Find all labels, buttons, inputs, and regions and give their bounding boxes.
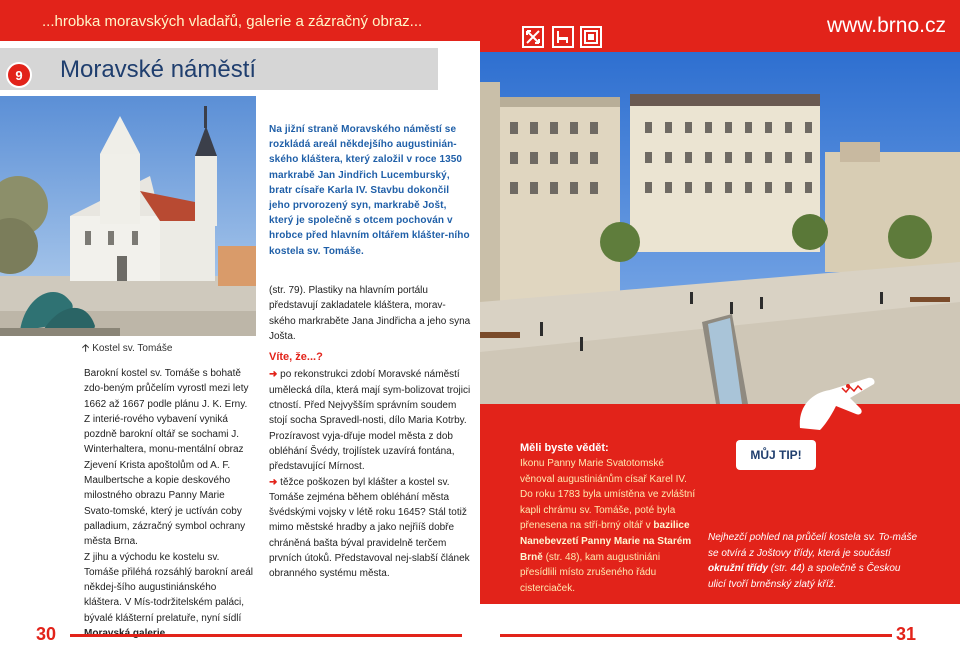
square-photo bbox=[480, 52, 960, 404]
footer bbox=[0, 614, 960, 659]
should-know-text-a: Ikonu Panny Marie Svatotomské věnoval augustiniánům císař Karel IV. Do roku 1783 byla umístěna ve zvláštní kapli chrámu sv. Tomáše, poté byla přenesena na stří-brný oltář v bbox=[520, 458, 696, 532]
site-url: www.brno.cz bbox=[826, 14, 946, 37]
should-know-text bbox=[520, 456, 698, 596]
col2-paragraph-1: (str. 79). Plastiky na hlavním portálu představují zakladatele kláštera, morav-ského markraběte Jana Jindřicha a jeho syna Jošta. bbox=[269, 285, 471, 342]
intro-paragraph: Na jižní straně Moravského náměstí se rozkládá areál někdejšího augustinián-ského kláštera, který založil v roce 1350 markrabě Jan Jindřich Lucemburský, bratr císaře Karla IV. Stavbu dokončil jeho prvorozený syn, markrabě Jošt, který je společně s otcem pochován v hrobce před hlavním oltářem klášter-ního kostela sv. Tomáše. bbox=[269, 124, 470, 257]
footer-divider-right bbox=[500, 634, 892, 637]
my-tip-text-a: Nejhezčí pohled na průčelí kostela sv. To-máše se otvírá z Joštovy třídy, která je součástí bbox=[708, 532, 917, 559]
arrow-right-icon: ➜ bbox=[269, 476, 278, 488]
photo-caption bbox=[82, 341, 172, 358]
chapter-number-badge: 9 bbox=[6, 62, 32, 88]
did-you-know-item-2-text: těžce poškozen byl klášter a kostel sv. Tomáše zejména během obléhání města švédskými vojsky v létě roku 1645? Stál totiž mimo městské hradby a jako nejřiíš dobře chráněná bašta býval pravidelně terčem prvních útoků. Představoval nej-slabší článek obranného systému města. bbox=[269, 476, 470, 580]
column-two bbox=[269, 283, 472, 582]
my-tip-badge: MŮJ TIP! bbox=[736, 440, 816, 470]
header-bar-right bbox=[480, 0, 960, 52]
header-bar-left bbox=[0, 0, 480, 41]
page-title: Moravské náměstí bbox=[60, 56, 257, 83]
basilica-link: bazilice Nanebevzetí Panny Marie na Starém Brně bbox=[520, 520, 692, 563]
caption-text: Kostel sv. Tomáše bbox=[92, 343, 173, 354]
arrow-right-icon: ➜ bbox=[269, 369, 278, 381]
up-arrow-icon: 🡡 bbox=[82, 343, 90, 354]
should-know-title: Měli byste vědět: bbox=[520, 442, 609, 454]
ring-road-link: okružní třídy bbox=[708, 563, 769, 575]
church-photo bbox=[0, 96, 256, 336]
did-you-know-item-1 bbox=[269, 367, 472, 474]
footer-divider-left bbox=[70, 634, 462, 637]
document-frame-icon bbox=[580, 26, 602, 48]
column-one bbox=[84, 366, 256, 641]
tagline: ...hrobka moravských vladařů, galerie a zázračný obraz... bbox=[42, 13, 423, 30]
my-tip-text-b: (str. 44) a společně s Českou ulicí tvoří brněnský zlatý kříž. bbox=[708, 563, 901, 590]
did-you-know-item-1-text: po rekonstrukci zdobí Moravské náměstí umělecká díla, která mají sym-bolizovat trojici ctností. Před Nejvyšším správním soudem stojí socha Spravedl-nosti, dílo Maria Kotrby. Prozíravost vyja-dřuje model města z dob obléhání Švédy, trojlístek uzavírá fontána, představující Mírnost. bbox=[269, 369, 471, 473]
page-number-left: 30 bbox=[36, 624, 57, 644]
chair-icon bbox=[552, 26, 574, 48]
cross-arrows-icon bbox=[522, 26, 544, 48]
col1-paragraph-2-text: Z jihu a východu ke kostelu sv. Tomáše přiléhá rozsáhlý barokní areál někdej-šího augustiniánského kláštera. V Mís-todržitelském paláci, bývalé klášterní prelatuře, nyní sídlí bbox=[84, 551, 253, 624]
crocodile-mascot bbox=[790, 368, 880, 438]
should-know-text-b: (str. 48), kam augustiniáni přesídlili místo zrušeného řádu cisterciaček. bbox=[520, 551, 661, 594]
page-number-right: 31 bbox=[896, 624, 917, 644]
did-you-know-item-2 bbox=[269, 475, 472, 582]
my-tip-text bbox=[708, 530, 918, 592]
did-you-know-title: Víte, že...? bbox=[269, 351, 323, 364]
col1-paragraph-1: Barokní kostel sv. Tomáše s bohatě zdo-beným průčelím vyrostl mezi lety 1662 až 1667 podle plánu J. K. Erny. Z interié-rového vybavení vyniká pozdně barokní oltář se sochami J. Winterhaltera, monu-mentální obraz Zjevení Krista apoštolům od A. F. Maulbertsche a kopie deskového milostného obrazu Panny Marie Svato-tomské, který je uctíván coby palladium, zázračný symbol ochrany města Brna. bbox=[84, 368, 249, 548]
